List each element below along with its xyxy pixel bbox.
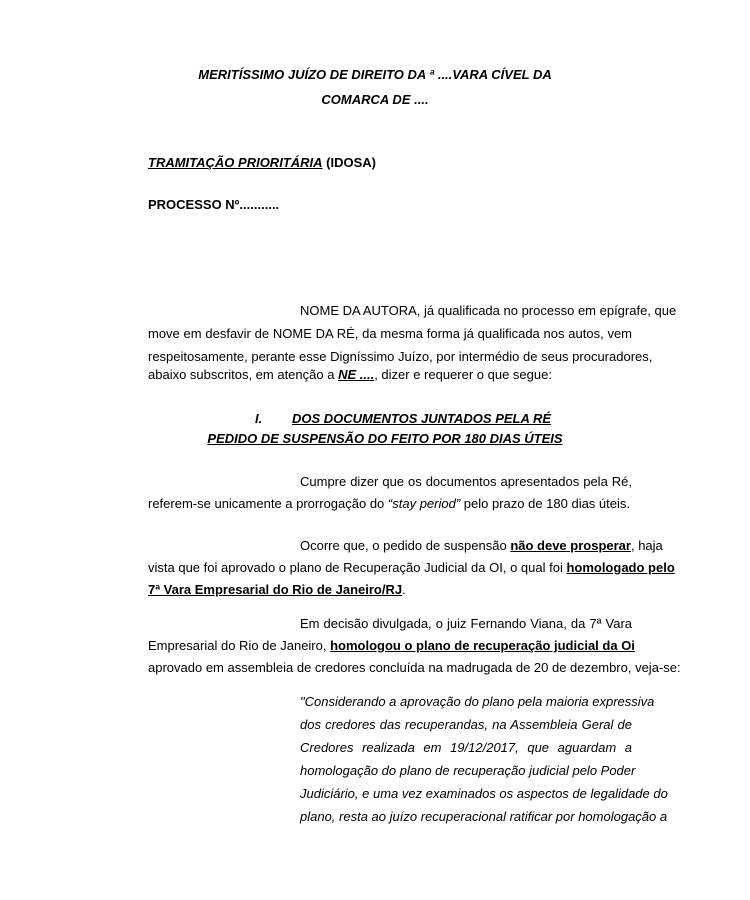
priority-line bbox=[148, 155, 376, 170]
quote-line-3: Credores realizada em 19/12/2017, que aguardam a bbox=[300, 740, 632, 755]
priority-suffix: (IDOSA) bbox=[322, 155, 376, 170]
quote-line-2: dos credores das recuperandas, na Assembleia Geral de bbox=[300, 717, 632, 732]
process-number: PROCESSO Nº........... bbox=[148, 197, 280, 212]
intro-line-2: move em desfavir de NOME DA RÉ, da mesma forma já qualificada nos autos, vem bbox=[148, 326, 632, 341]
p1-line-2-post: pelo prazo de 180 dias úteis. bbox=[460, 496, 630, 511]
court-header-line-1: MERITÍSSIMO JUÍZO DE DIREITO DA ª ....VARA CÍVEL DA bbox=[198, 67, 552, 82]
p2-line-1 bbox=[300, 538, 663, 553]
section-number: I. bbox=[255, 411, 263, 426]
p2-line-3-post: . bbox=[402, 582, 406, 597]
p2-homologado: homologado pelo bbox=[566, 560, 675, 575]
p1-line-2 bbox=[148, 496, 632, 511]
p1-line-1: Cumpre dizer que os documentos apresentados pela Ré, bbox=[300, 474, 632, 489]
p2-emphasis: não deve prosperar bbox=[510, 538, 631, 553]
p3-line-2-pre: Empresarial do Rio de Janeiro, bbox=[148, 638, 331, 653]
intro-line-4-post: , dizer e requerer o que segue: bbox=[374, 367, 552, 382]
quote-line-5: Judiciário, e uma vez examinados os aspectos de legalidade do bbox=[300, 786, 668, 801]
p2-line-1-post: , haja bbox=[630, 538, 663, 553]
section-title: DOS DOCUMENTOS JUNTADOS PELA RÉ bbox=[292, 411, 552, 426]
p2-line-1-pre: Ocorre que, o pedido de suspensão bbox=[300, 538, 511, 553]
quote-line-4: homologação do plano de recuperação judicial pelo Poder bbox=[300, 763, 636, 778]
intro-line-4 bbox=[148, 367, 632, 382]
intro-line-3: respeitosamente, perante esse Digníssimo Juízo, por intermédio de seus procuradores, bbox=[148, 349, 653, 364]
ne-reference: NE .... bbox=[338, 367, 375, 382]
quote-line-6: plano, resta ao juízo recuperacional ratificar por homologação a bbox=[300, 809, 668, 824]
intro-line-1: NOME DA AUTORA, já qualificada no processo em epígrafe, que bbox=[300, 303, 677, 318]
p2-line-2 bbox=[148, 560, 675, 575]
intro-line-4-pre: abaixo subscritos, em atenção a bbox=[148, 367, 339, 382]
p3-line-2 bbox=[148, 638, 635, 653]
p2-court: 7ª Vara Empresarial do Rio de Janeiro/RJ bbox=[148, 582, 403, 597]
p1-line-2-pre: referem-se unicamente a prorrogação do bbox=[148, 496, 388, 511]
p2-line-2-pre: vista que foi aprovado o plano de Recuperação Judicial da OI, o qual foi bbox=[148, 560, 567, 575]
p3-line-3: aprovado em assembleia de credores concluída na madrugada de 20 de dezembro, veja-se: bbox=[148, 660, 681, 675]
p2-line-3 bbox=[148, 582, 632, 597]
p3-homologou: homologou o plano de recuperação judicial da Oi bbox=[330, 638, 635, 653]
p3-line-1: Em decisão divulgada, o juiz Fernando Viana, da 7ª Vara bbox=[300, 616, 632, 631]
section-subtitle: PEDIDO DE SUSPENSÃO DO FEITO POR 180 DIAS ÚTEIS bbox=[207, 431, 563, 446]
stay-period: “stay period” bbox=[387, 496, 461, 511]
court-header-line-2: COMARCA DE .... bbox=[321, 92, 429, 107]
priority-label: TRAMITAÇÃO PRIORITÁRIA bbox=[148, 155, 323, 170]
quote-line-1: "Considerando a aprovação do plano pela maioria expressiva bbox=[300, 694, 655, 709]
